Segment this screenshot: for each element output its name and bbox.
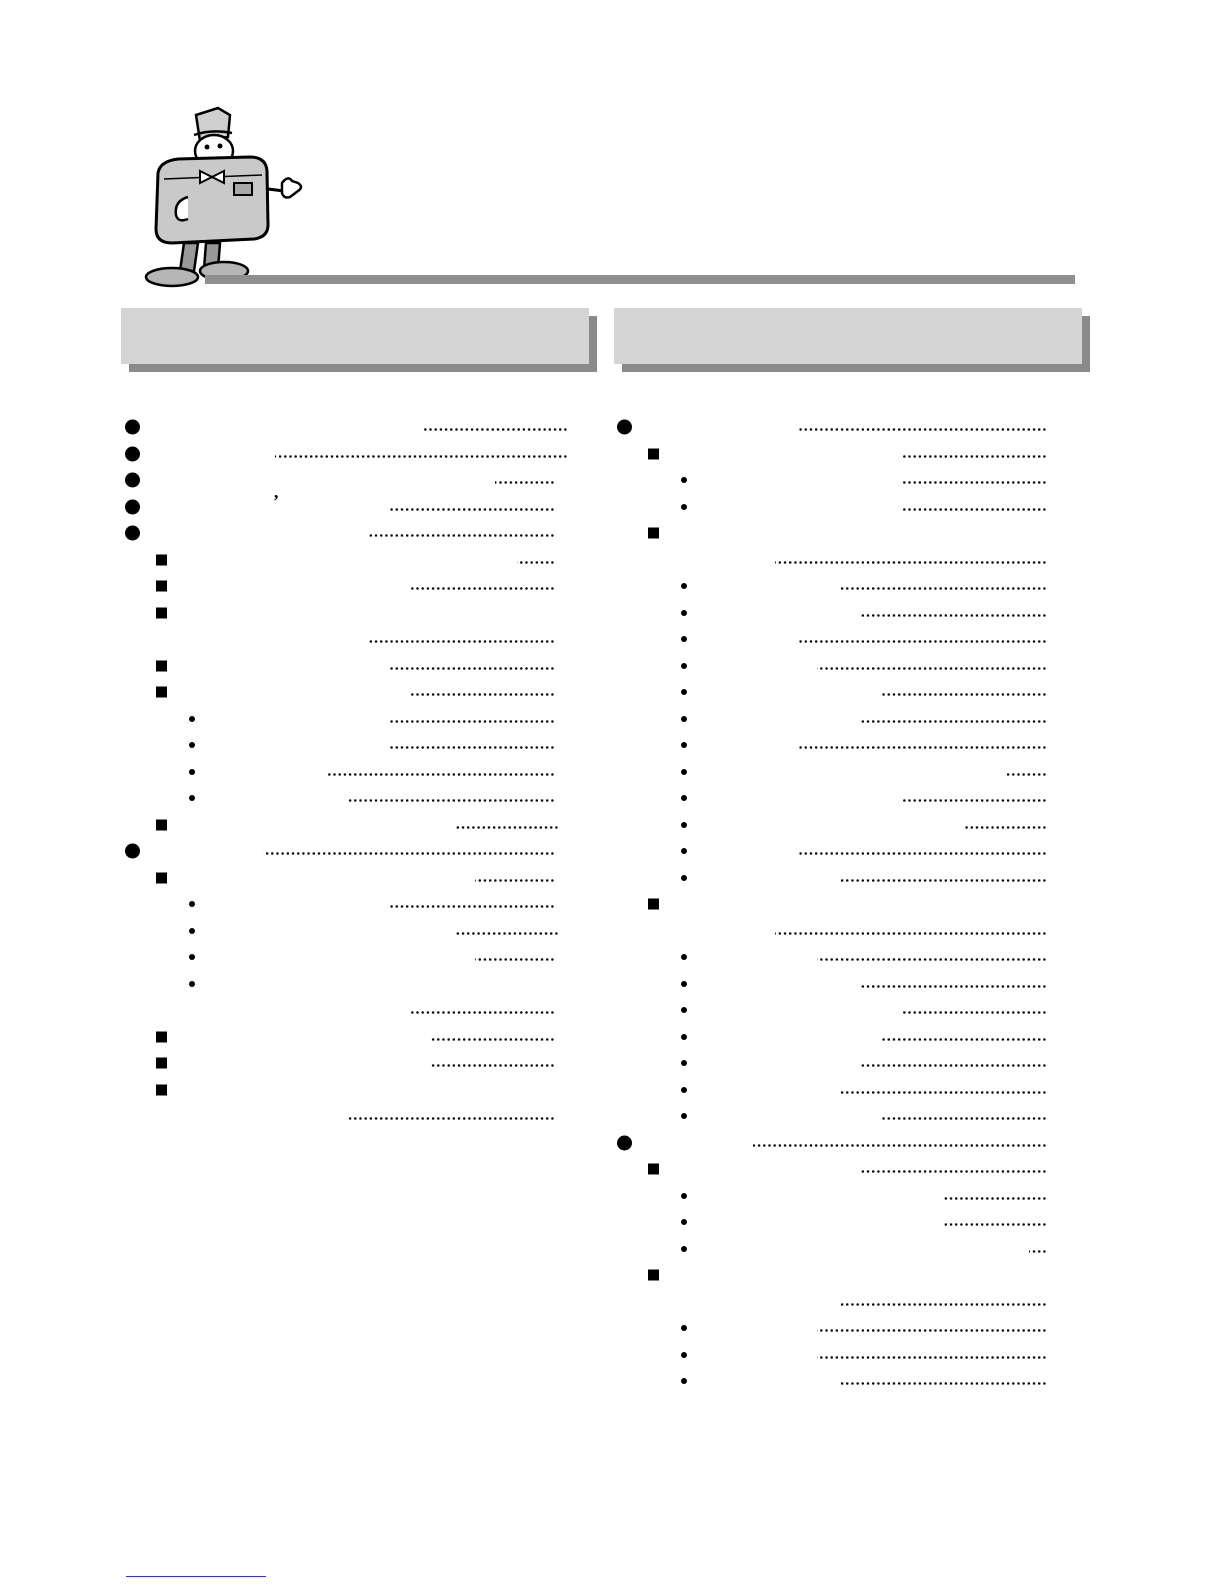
item-bullet-icon bbox=[681, 689, 687, 695]
toc-entry[interactable] bbox=[617, 414, 1053, 441]
dot-leader bbox=[903, 455, 1047, 458]
toc-entry[interactable] bbox=[125, 706, 565, 733]
chapter-bullet-icon bbox=[125, 844, 140, 859]
toc-entry[interactable] bbox=[125, 865, 565, 892]
section-bullet-icon bbox=[156, 1084, 167, 1095]
toc-entry[interactable] bbox=[617, 653, 1053, 680]
dot-leader bbox=[881, 1117, 1047, 1120]
item-bullet-icon bbox=[189, 769, 195, 775]
item-bullet-icon bbox=[681, 1193, 687, 1199]
dot-leader bbox=[859, 1064, 1047, 1067]
toc-entry[interactable] bbox=[617, 1130, 1053, 1157]
dot-leader bbox=[797, 852, 1047, 855]
item-bullet-icon bbox=[681, 981, 687, 987]
dot-leader bbox=[349, 1117, 555, 1120]
dot-leader bbox=[517, 561, 555, 564]
toc-entry[interactable] bbox=[125, 812, 565, 839]
toc-entry[interactable] bbox=[617, 1050, 1053, 1077]
item-bullet-icon bbox=[681, 504, 687, 510]
toc-entry[interactable] bbox=[125, 600, 565, 627]
item-bullet-icon bbox=[681, 795, 687, 801]
toc-entry[interactable] bbox=[125, 520, 565, 547]
toc-entry[interactable] bbox=[125, 441, 565, 468]
dot-leader bbox=[411, 1011, 555, 1014]
section-bullet-icon bbox=[156, 1031, 167, 1042]
toc-entry[interactable] bbox=[617, 971, 1053, 998]
item-bullet-icon bbox=[681, 1325, 687, 1331]
dot-leader bbox=[903, 1011, 1047, 1014]
toc-entry[interactable] bbox=[125, 971, 565, 998]
toc-entry[interactable] bbox=[125, 573, 565, 600]
dot-leader bbox=[475, 958, 555, 961]
section-bullet-icon bbox=[156, 581, 167, 592]
toc-entry[interactable] bbox=[617, 759, 1053, 786]
dot-leader bbox=[797, 640, 1047, 643]
chapter-bullet-icon bbox=[617, 420, 632, 435]
chapter-bullet-icon bbox=[125, 473, 140, 488]
toc-entry[interactable] bbox=[617, 812, 1053, 839]
right-toc-column bbox=[617, 414, 1053, 1395]
toc-entry[interactable] bbox=[617, 1262, 1053, 1289]
section-bullet-icon bbox=[156, 819, 167, 830]
toc-entry-title: ’ bbox=[273, 490, 279, 511]
toc-entry[interactable] bbox=[617, 679, 1053, 706]
toc-entry[interactable] bbox=[617, 1156, 1053, 1183]
item-bullet-icon bbox=[681, 716, 687, 722]
dot-leader bbox=[859, 614, 1047, 617]
dot-leader bbox=[839, 1091, 1047, 1094]
right-section-header bbox=[614, 308, 1082, 364]
item-bullet-icon bbox=[681, 636, 687, 642]
footer-link-underline[interactable] bbox=[126, 1576, 266, 1577]
toc-entry[interactable] bbox=[617, 918, 1053, 945]
chapter-bullet-icon bbox=[125, 420, 140, 435]
dot-leader bbox=[455, 826, 559, 829]
dot-leader bbox=[1029, 1250, 1047, 1253]
item-bullet-icon bbox=[189, 742, 195, 748]
toc-entry[interactable] bbox=[617, 520, 1053, 547]
item-bullet-icon bbox=[681, 477, 687, 483]
dot-leader bbox=[817, 1329, 1047, 1332]
toc-entry[interactable] bbox=[617, 1183, 1053, 1210]
toc-entry[interactable] bbox=[617, 997, 1053, 1024]
dot-leader bbox=[431, 1064, 555, 1067]
dot-leader bbox=[327, 773, 555, 776]
item-bullet-icon bbox=[681, 1007, 687, 1013]
toc-entry[interactable] bbox=[617, 547, 1053, 574]
item-bullet-icon bbox=[681, 1378, 687, 1384]
dot-leader bbox=[263, 852, 555, 855]
toc-entry[interactable] bbox=[617, 944, 1053, 971]
dot-leader bbox=[903, 508, 1047, 511]
toc-entry[interactable] bbox=[617, 865, 1053, 892]
section-bullet-icon bbox=[156, 607, 167, 618]
dot-leader bbox=[859, 1170, 1047, 1173]
toc-entry[interactable] bbox=[125, 414, 565, 441]
dot-leader bbox=[797, 746, 1047, 749]
toc-entry[interactable] bbox=[617, 1368, 1053, 1395]
dot-leader bbox=[859, 985, 1047, 988]
dot-leader bbox=[389, 720, 555, 723]
toc-entry[interactable] bbox=[617, 1024, 1053, 1051]
toc-entry[interactable] bbox=[617, 1315, 1053, 1342]
dot-leader bbox=[475, 879, 555, 882]
section-bullet-icon bbox=[648, 1270, 659, 1281]
toc-entry[interactable] bbox=[125, 759, 565, 786]
dot-leader bbox=[423, 428, 568, 431]
dot-leader bbox=[903, 799, 1047, 802]
item-bullet-icon bbox=[681, 954, 687, 960]
section-bullet-icon bbox=[648, 448, 659, 459]
toc-entry[interactable] bbox=[617, 1289, 1053, 1316]
item-bullet-icon bbox=[189, 795, 195, 801]
toc-entry[interactable] bbox=[125, 918, 565, 945]
section-bullet-icon bbox=[648, 528, 659, 539]
dot-leader bbox=[775, 561, 1047, 564]
dot-leader bbox=[369, 640, 555, 643]
dot-leader bbox=[455, 932, 559, 935]
dot-leader bbox=[389, 746, 555, 749]
dot-leader bbox=[839, 1382, 1047, 1385]
item-bullet-icon bbox=[189, 981, 195, 987]
item-bullet-icon bbox=[681, 822, 687, 828]
chapter-bullet-icon bbox=[617, 1135, 632, 1150]
item-bullet-icon bbox=[681, 583, 687, 589]
item-bullet-icon bbox=[189, 901, 195, 907]
dot-leader bbox=[839, 587, 1047, 590]
item-bullet-icon bbox=[681, 1087, 687, 1093]
item-bullet-icon bbox=[681, 742, 687, 748]
dot-leader bbox=[839, 1303, 1047, 1306]
toc-entry[interactable] bbox=[125, 467, 565, 494]
left-section-header bbox=[121, 308, 589, 364]
toc-entry[interactable] bbox=[125, 997, 565, 1024]
dot-leader bbox=[859, 720, 1047, 723]
toc-entry[interactable] bbox=[125, 626, 565, 653]
toc-entry[interactable] bbox=[617, 785, 1053, 812]
header-rule bbox=[205, 275, 1075, 284]
toc-entry[interactable] bbox=[125, 891, 565, 918]
dot-leader bbox=[817, 667, 1047, 670]
toc-entry[interactable] bbox=[125, 653, 565, 680]
dot-leader bbox=[881, 1038, 1047, 1041]
dot-leader bbox=[349, 799, 555, 802]
dot-leader bbox=[817, 958, 1047, 961]
chapter-bullet-icon bbox=[125, 499, 140, 514]
toc-entry[interactable] bbox=[125, 732, 565, 759]
dot-leader bbox=[1007, 773, 1047, 776]
section-bullet-icon bbox=[156, 872, 167, 883]
item-bullet-icon bbox=[681, 1060, 687, 1066]
camera-mascot-icon bbox=[138, 105, 308, 290]
section-bullet-icon bbox=[156, 1058, 167, 1069]
toc-entry[interactable] bbox=[617, 600, 1053, 627]
toc-entry[interactable] bbox=[125, 1103, 565, 1130]
item-bullet-icon bbox=[681, 610, 687, 616]
item-bullet-icon bbox=[681, 769, 687, 775]
dot-leader bbox=[411, 693, 555, 696]
dot-leader bbox=[797, 428, 1047, 431]
left-toc-column bbox=[125, 414, 565, 1130]
toc-entry[interactable] bbox=[617, 1103, 1053, 1130]
dot-leader bbox=[411, 587, 555, 590]
toc-entry[interactable] bbox=[125, 547, 565, 574]
toc-entry[interactable] bbox=[617, 441, 1053, 468]
toc-entry[interactable] bbox=[125, 1050, 565, 1077]
toc-entry[interactable] bbox=[617, 732, 1053, 759]
item-bullet-icon bbox=[189, 928, 195, 934]
item-bullet-icon bbox=[189, 954, 195, 960]
dot-leader bbox=[369, 534, 555, 537]
toc-entry[interactable] bbox=[617, 1209, 1053, 1236]
toc-entry[interactable] bbox=[125, 490, 565, 521]
item-bullet-icon bbox=[681, 1246, 687, 1252]
toc-entry[interactable] bbox=[125, 944, 565, 971]
toc-entry[interactable] bbox=[617, 467, 1053, 494]
chapter-bullet-icon bbox=[125, 446, 140, 461]
item-bullet-icon bbox=[681, 848, 687, 854]
dot-leader bbox=[775, 932, 1047, 935]
toc-entry[interactable] bbox=[617, 494, 1053, 521]
item-bullet-icon bbox=[681, 663, 687, 669]
dot-leader bbox=[903, 481, 1047, 484]
dot-leader bbox=[495, 481, 555, 484]
dot-leader bbox=[943, 1223, 1047, 1226]
dot-leader bbox=[943, 1197, 1047, 1200]
toc-entry[interactable] bbox=[125, 838, 565, 865]
dot-leader bbox=[389, 905, 555, 908]
section-bullet-icon bbox=[156, 687, 167, 698]
item-bullet-icon bbox=[681, 1034, 687, 1040]
chapter-bullet-icon bbox=[125, 526, 140, 541]
toc-entry[interactable] bbox=[125, 1077, 565, 1104]
toc-entry[interactable] bbox=[617, 1342, 1053, 1369]
dot-leader bbox=[881, 693, 1047, 696]
section-bullet-icon bbox=[156, 554, 167, 565]
toc-entry[interactable] bbox=[617, 838, 1053, 865]
toc-entry[interactable] bbox=[617, 626, 1053, 653]
item-bullet-icon bbox=[189, 716, 195, 722]
item-bullet-icon bbox=[681, 1113, 687, 1119]
toc-entry[interactable] bbox=[617, 1236, 1053, 1263]
toc-entry[interactable] bbox=[617, 891, 1053, 918]
item-bullet-icon bbox=[681, 1219, 687, 1225]
dot-leader bbox=[817, 1356, 1047, 1359]
dot-leader bbox=[389, 508, 555, 511]
item-bullet-icon bbox=[681, 875, 687, 881]
item-bullet-icon bbox=[681, 1352, 687, 1358]
section-bullet-icon bbox=[156, 660, 167, 671]
dot-leader bbox=[275, 455, 568, 458]
toc-entry[interactable] bbox=[125, 785, 565, 812]
toc-entry[interactable] bbox=[617, 706, 1053, 733]
toc-entry[interactable] bbox=[125, 1024, 565, 1051]
dot-leader bbox=[431, 1038, 555, 1041]
toc-entry[interactable] bbox=[617, 1077, 1053, 1104]
dot-leader bbox=[389, 667, 555, 670]
dot-leader bbox=[753, 1144, 1047, 1147]
section-bullet-icon bbox=[648, 1164, 659, 1175]
toc-entry[interactable] bbox=[617, 573, 1053, 600]
toc-entry[interactable] bbox=[125, 679, 565, 706]
section-bullet-icon bbox=[648, 899, 659, 910]
dot-leader bbox=[965, 826, 1047, 829]
dot-leader bbox=[839, 879, 1047, 882]
